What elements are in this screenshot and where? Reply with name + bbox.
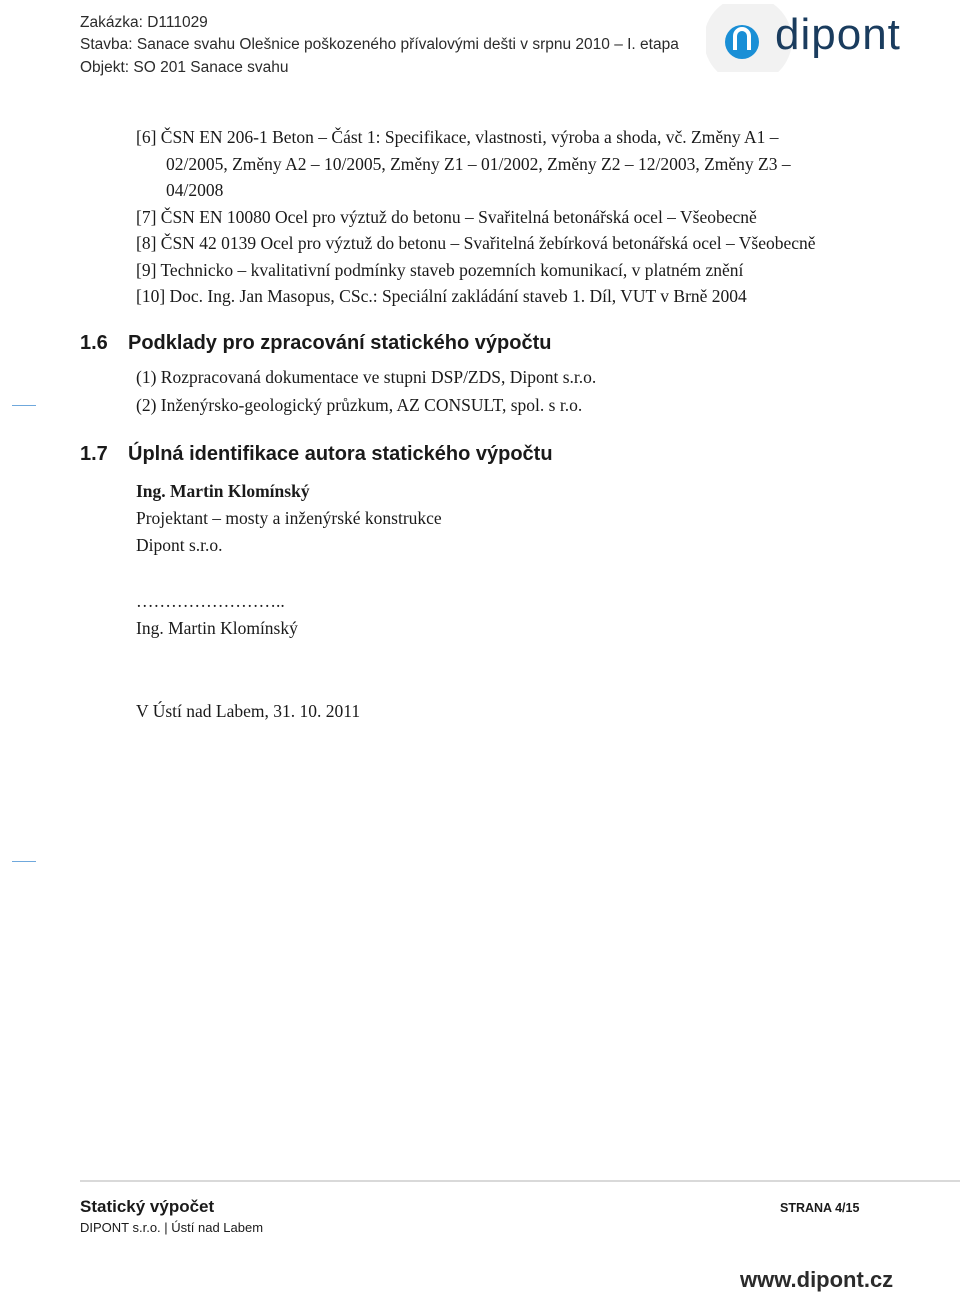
author-name: Ing. Martin Klomínský bbox=[136, 481, 310, 501]
footer-title: Statický výpočet bbox=[80, 1197, 215, 1216]
header-project: Stavba: Sanace svahu Olešnice poškozeného přívalovými dešti v srpnu 2010 – I. etapa bbox=[80, 36, 679, 53]
list-item: (1) Rozpracovaná dokumentace ve stupni DSP/ZDS, Dipont s.r.o. bbox=[136, 367, 597, 387]
reference-list bbox=[136, 124, 866, 310]
place-date: V Ústí nad Labem, 31. 10. 2011 bbox=[136, 701, 361, 721]
logo-wordmark: dipont bbox=[775, 10, 901, 59]
reference-item: [6] ČSN EN 206-1 Beton – Část 1: Specifikace, vlastnosti, výroba a shoda, vč. Změny A1 – 02/2005, Změny A2 – 10/2005, Změny Z1 – 01/2002, Změny Z2 – 12/2003, Změny Z3 – 04/2008 bbox=[136, 127, 791, 200]
author-role: Projektant – mosty a inženýrské konstrukce bbox=[136, 508, 442, 528]
reference-item: [8] ČSN 42 0139 Ocel pro výztuž do betonu – Svařitelná žebírková betonářská ocel – Všeobecně bbox=[136, 233, 816, 253]
footer-company: DIPONT s.r.o. | Ústí nad Labem bbox=[80, 1220, 264, 1235]
reference-item: [10] Doc. Ing. Jan Masopus, CSc.: Speciální zakládání staveb 1. Díl, VUT v Brně 2004 bbox=[136, 286, 747, 306]
header-object: Objekt: SO 201 Sanace svahu bbox=[80, 59, 289, 76]
reference-item: [9] Technicko – kvalitativní podmínky staveb pozemních komunikací, v platném znění bbox=[136, 259, 744, 280]
page-number: STRANA 4/15 bbox=[780, 1201, 860, 1215]
footer-divider bbox=[80, 1180, 960, 1182]
reference-item: [7] ČSN EN 10080 Ocel pro výztuž do betonu – Svařitelná betonářská ocel – Všeobecně bbox=[136, 206, 757, 227]
section-heading-1-7: 1.7 Úplná identifikace autora statického výpočtu bbox=[80, 443, 553, 465]
author-company: Dipont s.r.o. bbox=[136, 535, 223, 555]
margin-mark bbox=[12, 861, 36, 862]
header-contract: Zakázka: D111029 bbox=[80, 14, 208, 31]
signature-line: …………………….. bbox=[136, 591, 285, 611]
list-item: (2) Inženýrsko-geologický průzkum, AZ CONSULT, spol. s r.o. bbox=[136, 395, 583, 415]
website-link[interactable]: www.dipont.cz bbox=[740, 1267, 894, 1292]
section-heading-1-6: 1.6 Podklady pro zpracování statického výpočtu bbox=[80, 332, 552, 354]
signature-name: Ing. Martin Klomínský bbox=[136, 618, 298, 638]
margin-mark bbox=[12, 405, 36, 406]
